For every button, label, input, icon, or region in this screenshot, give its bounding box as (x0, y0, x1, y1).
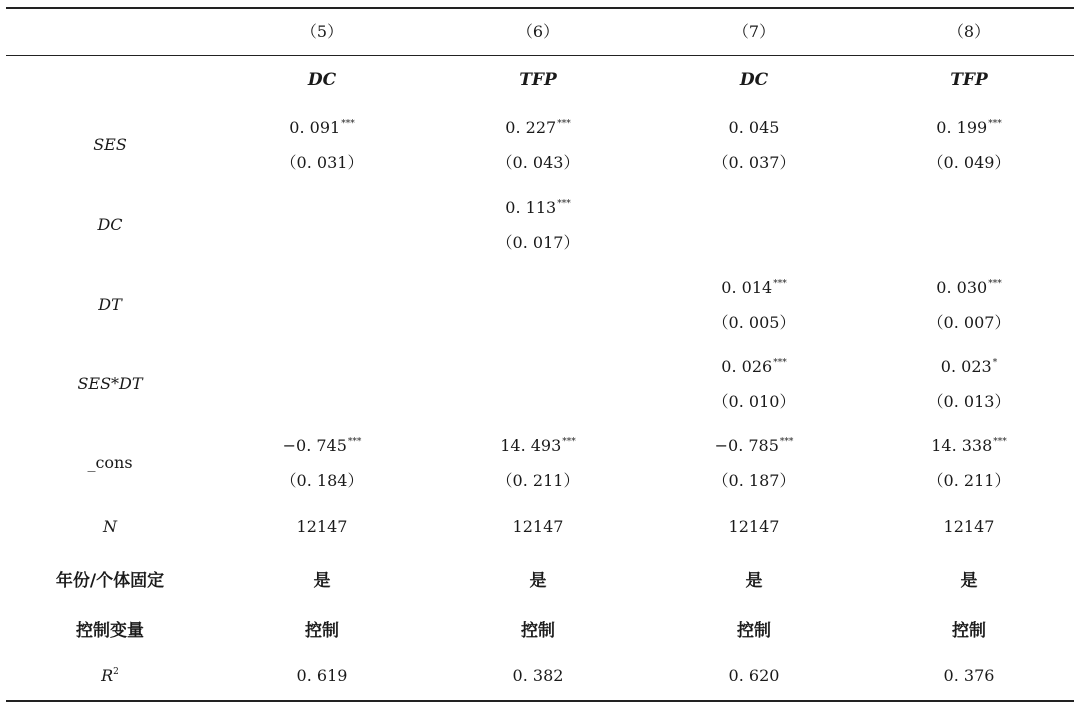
fixed-effects-value: 是 (745, 571, 763, 591)
controls-value: 控制 (952, 621, 986, 641)
significance-stars: *** (557, 199, 571, 209)
standard-error-value: （0. 211） (927, 471, 1011, 490)
coefficient-value (715, 436, 794, 455)
column-header: （5） (300, 22, 344, 41)
controls-value: 控制 (305, 621, 339, 641)
coefficient-value (505, 198, 570, 217)
coefficient-number: 0. 030 (936, 278, 988, 297)
coefficient-value (941, 357, 997, 376)
row-label: DC (97, 215, 123, 234)
observation-count: 12147 (728, 517, 780, 536)
coefficient-number: 0. 023 (940, 357, 992, 376)
observation-count: 12147 (943, 517, 995, 536)
controls-value: 控制 (521, 621, 555, 641)
significance-stars: *** (993, 437, 1007, 447)
coefficient-value (289, 118, 354, 137)
r-squared-superscript: 2 (113, 667, 119, 677)
column-header: （7） (732, 22, 776, 41)
coefficient-number: 14. 338 (931, 436, 993, 455)
coefficient-value (936, 278, 1001, 297)
fixed-effects-value: 是 (960, 571, 978, 591)
coefficient-value (729, 118, 780, 137)
significance-stars: *** (562, 437, 576, 447)
coefficient-value (283, 436, 362, 455)
row-label: SES (93, 135, 127, 154)
fixed-effects-value: 是 (529, 571, 547, 591)
dependent-variable-label: DC (307, 70, 337, 90)
column-header: （6） (516, 22, 560, 41)
coefficient-value (721, 357, 786, 376)
coefficient-value (505, 118, 570, 137)
row-label-fixed-effects: 年份/个体固定 (55, 571, 165, 591)
coefficient-value (500, 436, 576, 455)
table-header-rule (6, 55, 1074, 56)
dependent-variable-label: TFP (519, 70, 557, 90)
coefficient-value (931, 436, 1007, 455)
row-label-controls: 控制变量 (76, 621, 144, 641)
coefficient-number: −0. 745 (282, 436, 347, 455)
r-squared-value: 0. 382 (512, 666, 564, 685)
standard-error-value: （0. 211） (496, 471, 580, 490)
standard-error-value: （0. 184） (280, 471, 364, 490)
table-bottom-rule (6, 700, 1074, 702)
standard-error-value: （0. 005） (712, 313, 796, 332)
standard-error-value: （0. 010） (712, 392, 796, 411)
significance-stars: *** (988, 119, 1002, 129)
coefficient-number: 0. 091 (289, 118, 341, 137)
significance-stars: *** (341, 119, 355, 129)
r-squared-value: 0. 620 (728, 666, 780, 685)
row-label-r-squared (101, 666, 119, 685)
standard-error-value: （0. 187） (712, 471, 796, 490)
column-header: （8） (947, 22, 991, 41)
r-squared-symbol: R (101, 666, 114, 685)
row-label: DT (98, 295, 122, 314)
coefficient-number: 0. 199 (936, 118, 988, 137)
significance-stars: *** (347, 437, 362, 447)
significance-stars: * (992, 358, 998, 368)
fixed-effects-value: 是 (313, 571, 331, 591)
coefficient-number: 0. 227 (505, 118, 557, 137)
dependent-variable-label: TFP (950, 70, 988, 90)
coefficient-value (936, 118, 1001, 137)
standard-error-value: （0. 037） (712, 153, 796, 172)
coefficient-number: 0. 113 (505, 198, 557, 217)
standard-error-value: （0. 031） (280, 153, 364, 172)
coefficient-number: 14. 493 (500, 436, 562, 455)
standard-error-value: （0. 043） (496, 153, 580, 172)
significance-stars: *** (779, 437, 794, 447)
r-squared-value: 0. 376 (943, 666, 995, 685)
r-squared-value: 0. 619 (296, 666, 348, 685)
controls-value: 控制 (737, 621, 771, 641)
row-label-n: N (103, 517, 117, 536)
coefficient-number: −0. 785 (714, 436, 779, 455)
standard-error-value: （0. 013） (927, 392, 1011, 411)
coefficient-number: 0. 014 (721, 278, 773, 297)
coefficient-value (721, 278, 786, 297)
standard-error-value: （0. 049） (927, 153, 1011, 172)
dependent-variable-label: DC (739, 70, 769, 90)
significance-stars: *** (988, 279, 1002, 289)
standard-error-value: （0. 017） (496, 233, 580, 252)
row-label: SES*DT (77, 374, 143, 393)
row-label: _cons (87, 453, 133, 472)
significance-stars: *** (773, 279, 787, 289)
coefficient-number: 0. 026 (721, 357, 773, 376)
observation-count: 12147 (512, 517, 564, 536)
standard-error-value: （0. 007） (927, 313, 1011, 332)
observation-count: 12147 (296, 517, 348, 536)
significance-stars: *** (557, 119, 571, 129)
table-top-rule (6, 7, 1074, 9)
significance-stars: *** (773, 358, 787, 368)
coefficient-number: 0. 045 (728, 118, 780, 137)
